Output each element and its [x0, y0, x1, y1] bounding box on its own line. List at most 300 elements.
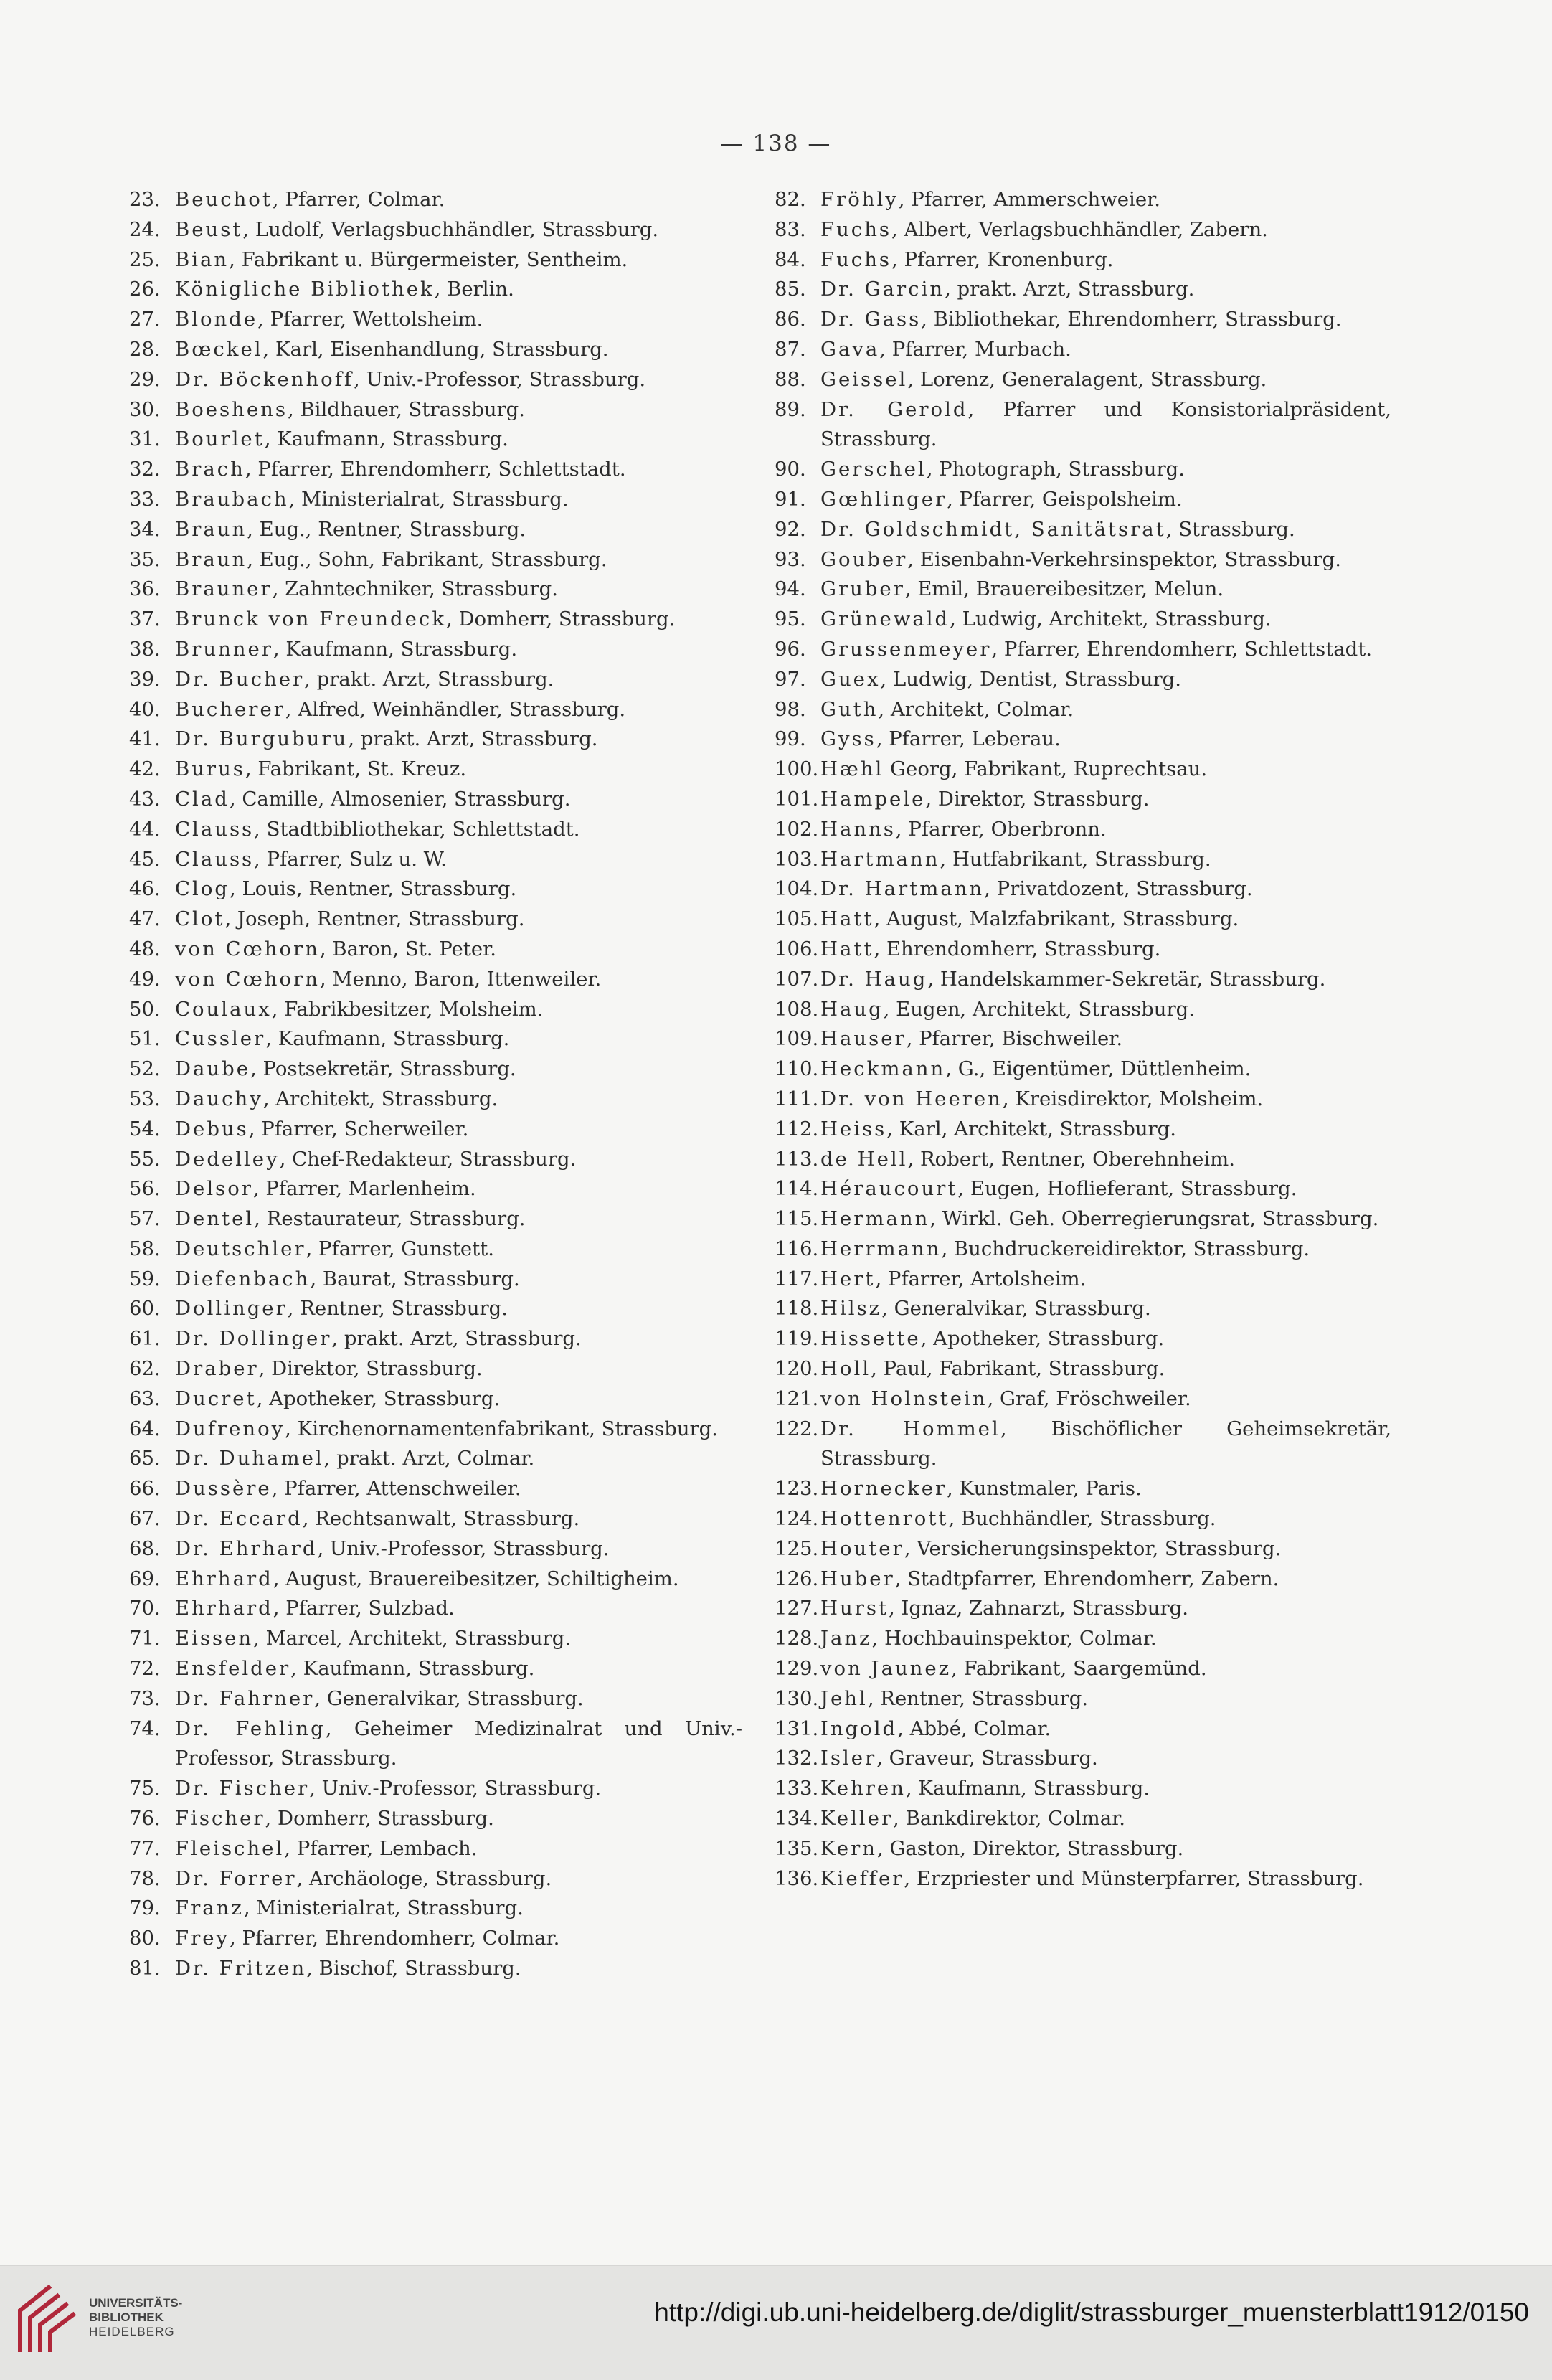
- member-entry: [129, 874, 742, 905]
- member-details: , Privatdozent, Strassburg.: [984, 877, 1253, 901]
- library-name: [89, 2296, 182, 2339]
- entry-number: 103.: [775, 847, 819, 871]
- member-details: , Camille, Almosenier, Strassburg.: [229, 787, 571, 811]
- member-entry: [129, 455, 742, 485]
- member-name: Guth: [820, 697, 879, 721]
- member-entry: [129, 1714, 742, 1775]
- member-name: Dr. Eccard: [175, 1507, 303, 1531]
- entry-number: 71.: [129, 1627, 161, 1651]
- member-name: Hert: [820, 1267, 876, 1290]
- entry-number: 52.: [129, 1057, 161, 1081]
- entry-number: 104.: [775, 877, 819, 901]
- member-entry: [129, 1444, 742, 1474]
- member-details: , Pfarrer, Wettolsheim.: [257, 308, 483, 331]
- member-name: Eissen: [175, 1627, 254, 1651]
- member-name: de Hell: [820, 1147, 908, 1171]
- member-details: , Bildhauer, Strassburg.: [287, 397, 526, 421]
- member-entry: [129, 1594, 742, 1624]
- member-entry: [775, 845, 1391, 875]
- member-entry: [775, 1864, 1391, 1894]
- member-name: Dr. Böckenhoff: [175, 367, 354, 391]
- member-details: , Rechtsanwalt, Strassburg.: [302, 1507, 580, 1531]
- member-name: Hatt: [820, 937, 874, 960]
- member-details: , Geheimer Medizinalrat und Univ.-Professor, Strassburg.: [175, 1716, 742, 1770]
- member-name: Debus: [175, 1117, 249, 1141]
- member-name: Braun: [175, 547, 247, 571]
- entry-number: 89.: [775, 397, 806, 421]
- member-name: Hottenrott: [820, 1507, 949, 1531]
- member-name: Hissette: [820, 1327, 921, 1351]
- member-name: Heiss: [820, 1117, 887, 1141]
- member-name: Héraucourt: [820, 1177, 958, 1201]
- member-name: Geissel: [820, 367, 908, 391]
- member-entry: [775, 905, 1391, 935]
- member-entry: [775, 1834, 1391, 1864]
- entry-number: 100.: [775, 757, 819, 781]
- member-name: Blonde: [175, 308, 258, 331]
- member-name: Braun: [175, 517, 247, 541]
- entry-number: 29.: [129, 367, 161, 391]
- member-name: Ehrhard: [175, 1567, 273, 1590]
- member-details: Georg, Fabrikant, Ruprechtsau.: [884, 757, 1208, 781]
- library-name-line-1: UNIVERSITÄTS-: [89, 2296, 183, 2310]
- member-entry: [129, 485, 742, 515]
- entry-number: 68.: [129, 1536, 161, 1560]
- member-details: , Ignaz, Zahnarzt, Strassburg.: [889, 1597, 1188, 1620]
- member-entry: [775, 1384, 1391, 1415]
- member-entry: [775, 275, 1391, 305]
- member-entry: [775, 1684, 1391, 1714]
- member-entry: [129, 1894, 742, 1924]
- member-details: , Kaufmann, Strassburg.: [290, 1657, 535, 1681]
- member-entry: [129, 515, 742, 545]
- member-entry: [775, 965, 1391, 995]
- member-name: Draber: [175, 1357, 259, 1381]
- member-entry: [129, 635, 742, 665]
- member-entry: [775, 724, 1391, 755]
- member-entry: [775, 215, 1391, 245]
- member-name: Kieffer: [820, 1866, 904, 1890]
- member-entry: [775, 635, 1391, 665]
- member-details: , Pfarrer, Artolsheim.: [875, 1267, 1087, 1290]
- member-entry: [775, 245, 1391, 275]
- entry-number: 56.: [129, 1177, 161, 1201]
- member-name: Herrmann: [820, 1237, 942, 1260]
- member-details: , Ludwig, Architekt, Strassburg.: [950, 608, 1272, 631]
- member-name: Dauchy: [175, 1087, 263, 1110]
- member-entry: [775, 365, 1391, 395]
- member-name: Brunner: [175, 637, 273, 661]
- member-entry: [775, 1115, 1391, 1145]
- entry-number: 66.: [129, 1477, 161, 1501]
- member-details: , prakt. Arzt, Strassburg.: [304, 667, 554, 691]
- member-details: , Direktor, Strassburg.: [258, 1357, 483, 1381]
- member-details: , prakt. Arzt, Colmar.: [323, 1447, 535, 1470]
- member-entry: [129, 365, 742, 395]
- member-details: , Pfarrer, Lembach.: [284, 1836, 478, 1860]
- entry-number: 40.: [129, 697, 161, 721]
- member-name: Frey: [175, 1927, 230, 1950]
- member-details: , Eug., Rentner, Strassburg.: [247, 517, 526, 541]
- entry-number: 69.: [129, 1567, 161, 1590]
- member-details: , Pfarrer, Attenschweiler.: [271, 1477, 521, 1501]
- member-entry: [129, 755, 742, 785]
- member-details: , Ministerialrat, Strassburg.: [243, 1897, 524, 1920]
- member-details: , Berlin.: [434, 278, 514, 301]
- member-entry: [775, 1174, 1391, 1204]
- member-details: , Hochbauinspektor, Colmar.: [871, 1627, 1157, 1651]
- entry-number: 124.: [775, 1507, 819, 1531]
- member-entry: [129, 1204, 742, 1234]
- entry-number: 119.: [775, 1327, 819, 1351]
- entry-number: 46.: [129, 877, 161, 901]
- member-details: , Pfarrer, Bischweiler.: [906, 1027, 1123, 1051]
- member-entry: [775, 1744, 1391, 1774]
- member-details: , Fabrikant u. Bürgermeister, Sentheim.: [229, 247, 628, 271]
- member-details: , Paul, Fabrikant, Strassburg.: [871, 1357, 1165, 1381]
- member-details: , Louis, Rentner, Strassburg.: [230, 877, 517, 901]
- source-url-link[interactable]: http://digi.ub.uni-heidelberg.de/diglit/strassburger_muensterblatt1912/0150: [654, 2298, 1529, 2327]
- member-details: , Univ.-Professor, Strassburg.: [354, 367, 646, 391]
- entry-number: 116.: [775, 1237, 819, 1260]
- entry-number: 105.: [775, 907, 819, 931]
- member-entry: [129, 1624, 742, 1654]
- member-name: Isler: [820, 1747, 877, 1770]
- member-details: , Pfarrer, Kronenburg.: [891, 247, 1114, 271]
- member-details: , Pfarrer, Sulzbad.: [273, 1597, 455, 1620]
- member-details: , Pfarrer, Oberbronn.: [895, 817, 1107, 841]
- entry-number: 96.: [775, 637, 806, 661]
- member-name: Haug: [820, 997, 884, 1021]
- member-entry: [129, 245, 742, 275]
- member-name: Diefenbach: [175, 1267, 311, 1290]
- entry-number: 41.: [129, 727, 161, 751]
- member-name: Huber: [820, 1567, 895, 1590]
- entry-number: 49.: [129, 967, 161, 991]
- member-entry: [775, 755, 1391, 785]
- member-entry: [129, 395, 742, 425]
- member-name: Keller: [820, 1807, 894, 1831]
- member-details: , August, Malzfabrikant, Strassburg.: [874, 907, 1239, 931]
- member-entry: [129, 1324, 742, 1354]
- member-list-right: [775, 185, 1391, 1894]
- member-name: Ensfelder: [175, 1657, 291, 1681]
- member-entry: [775, 515, 1391, 545]
- entry-number: 76.: [129, 1807, 161, 1831]
- entry-number: 60.: [129, 1297, 161, 1321]
- entry-number: 33.: [129, 487, 161, 511]
- member-entry: [129, 1115, 742, 1145]
- member-entry: [129, 1384, 742, 1415]
- member-details: , Pfarrer und Konsistorialpräsident, Strassburg.: [820, 397, 1391, 451]
- entry-number: 70.: [129, 1597, 161, 1620]
- member-entry: [775, 1234, 1391, 1265]
- entry-number: 110.: [775, 1057, 819, 1081]
- member-name: Boeshens: [175, 397, 288, 421]
- member-entry: [775, 935, 1391, 965]
- entry-number: 67.: [129, 1507, 161, 1531]
- member-name: Braubach: [175, 487, 289, 511]
- member-name: Dollinger: [175, 1297, 288, 1321]
- member-name: Ehrhard: [175, 1597, 273, 1620]
- member-details: , Zahntechniker, Strassburg.: [272, 577, 558, 601]
- entry-number: 62.: [129, 1357, 161, 1381]
- member-name: Dr. Haug: [820, 967, 928, 991]
- member-entry: [775, 1504, 1391, 1534]
- entry-number: 77.: [129, 1836, 161, 1860]
- member-name: Königliche Bibliothek: [175, 278, 435, 301]
- entry-number: 78.: [129, 1866, 161, 1890]
- member-details: , Direktor, Strassburg.: [925, 787, 1150, 811]
- entry-number: 107.: [775, 967, 819, 991]
- member-details: , Abbé, Colmar.: [897, 1716, 1051, 1740]
- member-details: , Karl, Eisenhandlung, Strassburg.: [262, 337, 609, 361]
- member-entry: [129, 1174, 742, 1204]
- entry-number: 120.: [775, 1357, 819, 1381]
- member-name: Fröhly: [820, 188, 899, 211]
- member-entry: [129, 1774, 742, 1804]
- member-entry: [129, 695, 742, 725]
- member-entry: [129, 785, 742, 815]
- member-details: , Wirkl. Geh. Oberregierungsrat, Strassburg.: [929, 1207, 1379, 1231]
- member-name: Dr. Dollinger: [175, 1327, 332, 1351]
- entry-number: 113.: [775, 1147, 819, 1171]
- member-name: Hartmann: [820, 847, 940, 871]
- entry-number: 59.: [129, 1267, 161, 1290]
- member-entry: [129, 1654, 742, 1684]
- member-name: Gruber: [820, 577, 905, 601]
- member-name: Dr. Hommel: [820, 1417, 1000, 1440]
- member-entry: [775, 185, 1391, 215]
- member-entry: [775, 1265, 1391, 1295]
- member-name: Brach: [175, 458, 245, 481]
- member-entry: [129, 1534, 742, 1564]
- member-details: , Robert, Rentner, Oberehnheim.: [907, 1147, 1235, 1171]
- member-details: , Domherr, Strassburg.: [446, 608, 676, 631]
- entry-number: 25.: [129, 247, 161, 271]
- member-name: Clog: [175, 877, 230, 901]
- member-name: Holl: [820, 1357, 871, 1381]
- member-entry: [129, 305, 742, 335]
- entry-number: 63.: [129, 1387, 161, 1410]
- member-entry: [775, 545, 1391, 575]
- member-details: , Pfarrer, Gunstett.: [306, 1237, 494, 1260]
- member-details: , Architekt, Strassburg.: [262, 1087, 498, 1110]
- member-name: Dr. Gerold: [820, 397, 968, 421]
- member-name: Dr. Goldschmidt, Sanitätsrat: [820, 517, 1166, 541]
- member-details: , Eugen, Hoflieferant, Strassburg.: [957, 1177, 1297, 1201]
- entry-number: 134.: [775, 1807, 819, 1831]
- member-name: Dr. Garcin: [820, 278, 945, 301]
- member-details: , Pfarrer, Colmar.: [272, 188, 445, 211]
- member-name: Dr. Fahrner: [175, 1686, 315, 1710]
- member-name: Hatt: [820, 907, 874, 931]
- member-list-left: [129, 185, 742, 1984]
- member-entry: [129, 995, 742, 1025]
- entry-number: 83.: [775, 217, 806, 241]
- member-entry: [129, 545, 742, 575]
- member-entry: [775, 455, 1391, 485]
- member-name: Grünewald: [820, 608, 950, 631]
- member-details: , Fabrikant, Saargemünd.: [951, 1657, 1207, 1681]
- entry-number: 102.: [775, 817, 819, 841]
- entry-number: 36.: [129, 577, 161, 601]
- entry-number: 34.: [129, 517, 161, 541]
- member-name: Coulaux: [175, 997, 272, 1021]
- member-name: Hauser: [820, 1027, 907, 1051]
- member-details: , Pfarrer, Murbach.: [879, 337, 1071, 361]
- member-name: Fischer: [175, 1807, 265, 1831]
- entry-number: 112.: [775, 1117, 819, 1141]
- entry-number: 111.: [775, 1087, 819, 1110]
- member-name: Jehl: [820, 1686, 868, 1710]
- entry-number: 35.: [129, 547, 161, 571]
- entry-number: 123.: [775, 1477, 819, 1501]
- member-entry: [129, 1504, 742, 1534]
- member-details: , Kreisdirektor, Molsheim.: [1002, 1087, 1264, 1110]
- member-entry: [129, 905, 742, 935]
- entry-number: 130.: [775, 1686, 819, 1710]
- member-entry: [775, 665, 1391, 695]
- member-name: Dentel: [175, 1207, 255, 1231]
- member-details: , Buchdruckereidirektor, Strassburg.: [941, 1237, 1310, 1260]
- entry-number: 74.: [129, 1716, 161, 1740]
- member-name: von Cœhorn: [175, 967, 320, 991]
- member-entry: [129, 1265, 742, 1295]
- member-name: Fuchs: [820, 247, 892, 271]
- member-name: Beuchot: [175, 188, 273, 211]
- member-name: Hurst: [820, 1597, 889, 1620]
- member-entry: [129, 425, 742, 455]
- member-name: Dr. Forrer: [175, 1866, 297, 1890]
- member-details: , Generalvikar, Strassburg.: [881, 1297, 1151, 1321]
- member-entry: [775, 1624, 1391, 1654]
- entry-number: 44.: [129, 817, 161, 841]
- entry-number: 23.: [129, 188, 161, 211]
- member-details: , Rentner, Strassburg.: [867, 1686, 1089, 1710]
- entry-number: 32.: [129, 458, 161, 481]
- member-name: Daube: [175, 1057, 251, 1081]
- member-entry: [129, 845, 742, 875]
- entry-number: 31.: [129, 428, 161, 451]
- member-details: , Albert, Verlagsbuchhändler, Zabern.: [891, 217, 1268, 241]
- member-details: , Ministerialrat, Strassburg.: [288, 487, 569, 511]
- member-entry: [775, 874, 1391, 905]
- entry-number: 72.: [129, 1657, 161, 1681]
- member-name: Kehren: [820, 1777, 906, 1800]
- member-details: , Stadtpfarrer, Ehrendomherr, Zabern.: [894, 1567, 1279, 1590]
- member-entry: [129, 605, 742, 635]
- member-name: Clot: [175, 907, 225, 931]
- member-name: Gava: [820, 337, 880, 361]
- entry-number: 132.: [775, 1747, 819, 1770]
- entry-number: 58.: [129, 1237, 161, 1260]
- member-details: , Pfarrer, Leberau.: [876, 727, 1061, 751]
- member-entry: [129, 665, 742, 695]
- member-name: Dussère: [175, 1477, 272, 1501]
- entry-number: 109.: [775, 1027, 819, 1051]
- member-entry: [775, 1204, 1391, 1234]
- member-details: , prakt. Arzt, Strassburg.: [331, 1327, 582, 1351]
- member-details: , Baron, St. Peter.: [319, 937, 496, 960]
- member-name: Dr. Burguburu: [175, 727, 349, 751]
- member-details: , Photograph, Strassburg.: [926, 458, 1185, 481]
- entry-number: 97.: [775, 667, 806, 691]
- member-details: , Kunstmaler, Paris.: [947, 1477, 1142, 1501]
- member-name: Hanns: [820, 817, 896, 841]
- member-details: , Archäologe, Strassburg.: [296, 1866, 552, 1890]
- member-details: , Rentner, Strassburg.: [287, 1297, 508, 1321]
- member-name: Dr. Gass: [820, 308, 922, 331]
- member-entry: [129, 1234, 742, 1265]
- member-name: Clauss: [175, 817, 255, 841]
- entry-number: 50.: [129, 997, 161, 1021]
- member-name: Fuchs: [820, 217, 892, 241]
- member-name: Delsor: [175, 1177, 253, 1201]
- member-name: Deutschler: [175, 1237, 306, 1260]
- member-details: , Domherr, Strassburg.: [265, 1807, 494, 1831]
- member-entry: [775, 1354, 1391, 1384]
- library-name-line-3: HEIDELBERG: [89, 2325, 175, 2338]
- member-details: , Kaufmann, Strassburg.: [273, 637, 518, 661]
- member-entry: [775, 1474, 1391, 1504]
- member-details: , Lorenz, Generalagent, Strassburg.: [907, 367, 1267, 391]
- entry-number: 42.: [129, 757, 161, 781]
- member-name: Cussler: [175, 1027, 266, 1051]
- entry-number: 92.: [775, 517, 806, 541]
- member-name: Bucherer: [175, 697, 285, 721]
- member-entry: [775, 1774, 1391, 1804]
- member-entry: [775, 1564, 1391, 1595]
- member-name: Gerschel: [820, 458, 927, 481]
- member-details: , Alfred, Weinhändler, Strassburg.: [285, 697, 626, 721]
- member-name: Gyss: [820, 727, 876, 751]
- member-details: , Eug., Sohn, Fabrikant, Strassburg.: [247, 547, 607, 571]
- member-details: , Kaufmann, Strassburg.: [905, 1777, 1150, 1800]
- member-details: , Kaufmann, Strassburg.: [264, 428, 508, 451]
- entry-number: 64.: [129, 1417, 161, 1440]
- member-entry: [129, 1085, 742, 1115]
- member-entry: [775, 1294, 1391, 1324]
- entry-number: 115.: [775, 1207, 819, 1231]
- member-name: Grussenmeyer: [820, 637, 992, 661]
- entry-number: 81.: [129, 1957, 161, 1980]
- entry-number: 126.: [775, 1567, 819, 1590]
- member-details: , Handelskammer-Sekretär, Strassburg.: [927, 967, 1326, 991]
- member-details: , Pfarrer, Ehrendomherr, Colmar.: [230, 1927, 560, 1950]
- member-entry: [775, 1085, 1391, 1115]
- member-name: Brauner: [175, 577, 273, 601]
- member-details: , prakt. Arzt, Strassburg.: [348, 727, 598, 751]
- member-details: , Baurat, Strassburg.: [310, 1267, 520, 1290]
- member-entry: [129, 1924, 742, 1954]
- member-details: , Stadtbibliothekar, Schlettstadt.: [254, 817, 580, 841]
- entry-number: 114.: [775, 1177, 819, 1201]
- entry-number: 45.: [129, 847, 161, 871]
- member-entry: [129, 1474, 742, 1504]
- entry-number: 108.: [775, 997, 819, 1021]
- member-details: , Joseph, Rentner, Strassburg.: [224, 907, 525, 931]
- footer-bar: [0, 2265, 1552, 2380]
- member-details: , Ehrendomherr, Strassburg.: [874, 937, 1161, 960]
- member-details: , prakt. Arzt, Strassburg.: [945, 278, 1195, 301]
- member-name: Bourlet: [175, 428, 265, 451]
- member-details: , Pfarrer, Geispolsheim.: [947, 487, 1183, 511]
- member-name: Dr. Fritzen: [175, 1957, 307, 1980]
- member-details: , Eugen, Architekt, Strassburg.: [883, 997, 1195, 1021]
- entry-number: 88.: [775, 367, 806, 391]
- member-entry: [775, 1415, 1391, 1475]
